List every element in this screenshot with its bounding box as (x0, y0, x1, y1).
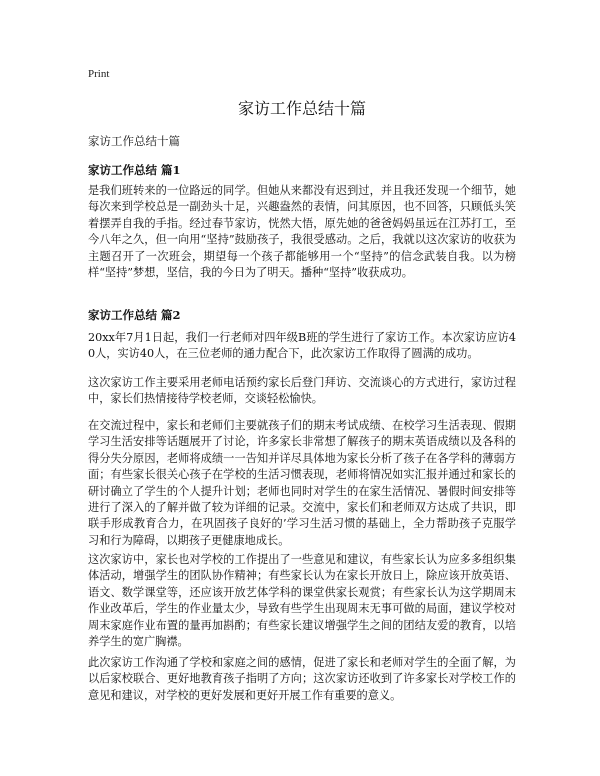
document-subtitle: 家访工作总结十篇 (88, 134, 180, 148)
section-2-paragraph-1: 20xx年7月1日起，我们一行老师对四年级B班的学生进行了家访工作。本次家访应访40人，实访40人，在三位老师的通力配合下，此次家访工作取得了圆满的成功。 (88, 331, 516, 361)
section-1-paragraph-1: 是我们班转来的一位路远的同学。但她从来都没有迟到过，并且我还发现一个细节，她每次来到学校总是一副劲头十足，兴趣盎然的表情，问其原因，也不回答，只顾低头笑着摆弄自我的手指。经过春节家访，恍然大悟，原先她的爸爸妈妈虽远在江苏打工，至今八年之久，但一向用“坚持”鼓励孩子，我很受感动。之后，我就以这次家访的收获为主题召开了一次班会，期望每一个孩子都能够用一个“坚持”的信念武装自我。以为榜样“坚持”梦想，坚信，我的今日为了明天。播种“坚持”收获成功。 (88, 184, 516, 280)
section-heading-2: 家访工作总结 篇2 (88, 308, 181, 322)
document-title: 家访工作总结十篇 (237, 99, 366, 118)
section-2-paragraph-4: 这次家访中，家长也对学校的工作提出了一些意见和建议，有些家长认为应多多组织集体活动，增强学生的团队协作精神；有些家长认为在家长开放日上，除应该开放英语、语文、数学课堂等，还应该开放艺体学科的课堂供家长观赏；有些家长认为这学期周末作业改革后，学生的作业量太少，导致有些学生出现周末无事可做的局面，建议学校对周末家庭作业布置的量再加斟酌；有些家长建议增强学生之间的团结友爱的教育，以培养学生的宽广胸襟。 (88, 553, 516, 649)
section-2-paragraph-3: 在交流过程中，家长和老师们主要就孩子们的期末考试成绩、在校学习生活表现、假期学习生活安排等话题展开了讨论，许多家长非常想了解孩子的期末英语成绩以及各科的得分失分原因，老师将成绩一一告知并详尽具体地为家长分析了孩子在各学科的薄弱方面；有些家长很关心孩子在学校的生活习惯表现，老师将情况如实汇报并通过和家长的研讨确立了学生的个人提升计划；老师也同时对学生的在家生活情况、暑假时间安排等进行了深入的了解并做了较为详细的记录。交流中，家长们和老师双方达成了共识，即联手形成教育合力，在巩固孩子良好的’学习生活习惯的基础上，全力帮助孩子克服学习和行为障碍，以期孩子更健康地成长。 (88, 419, 516, 547)
section-2-paragraph-5: 此次家访工作沟通了学校和家庭之间的感情，促进了家长和老师对学生的全面了解，为以后家校联合、更好地教育孩子指明了方向；这次家访还收到了许多家长对学校工作的意见和建议，对学校的更好发展和更好开展工作有重要的意义。 (88, 656, 516, 702)
section-heading-1: 家访工作总结 篇1 (88, 163, 181, 177)
section-2-paragraph-2: 这次家访工作主要采用老师电话预约家长后登门拜访、交流谈心的方式进行，家访过程中，家长们热情接待学校老师，交谈轻松愉快。 (88, 376, 516, 406)
print-label: Print (88, 68, 110, 80)
